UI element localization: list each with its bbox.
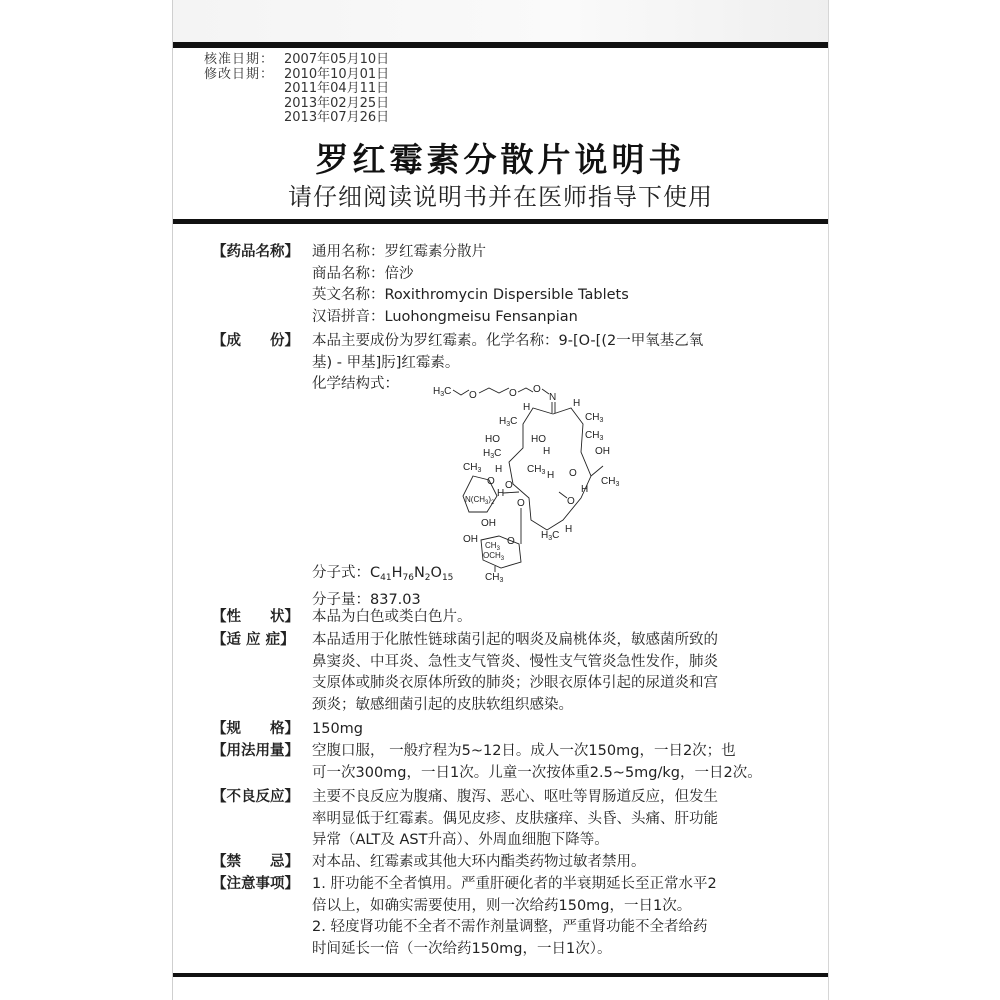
revision-date: 2013年02月25日: [284, 95, 390, 111]
svg-text:CH3: $CH_3$: [463, 462, 482, 474]
mw-label: 分子量：: [312, 591, 370, 608]
revision-date: 2010年10月01日: [284, 66, 390, 82]
precautions-text: 1. 肝功能不全者慎用。严重肝硬化者的半衰期延长至正常水平2: [312, 876, 717, 892]
description-text: 本品为白色或类白色片。: [312, 609, 472, 625]
svg-text:CH3: $CH_3$: [601, 476, 620, 488]
svg-text:H: H: [547, 470, 555, 481]
precautions-text: 2. 轻度肾功能不全者不需作剂量调整，严重肾功能不全者给药: [312, 919, 708, 935]
formula-h-count: 76: [402, 573, 414, 583]
english-name: 英文名称：Roxithromycin Dispersible Tablets: [312, 287, 629, 303]
section-description: [212, 607, 822, 629]
revision-date-label: 修改日期：: [204, 66, 275, 82]
precautions-text: 时间延长一倍（一次给药150mg，一日1次）。: [312, 940, 612, 957]
svg-text:OCH3: $OCH_3$: [483, 551, 505, 562]
formula-o-count: 15: [441, 573, 454, 583]
svg-text:H3C: $H_3C$: [433, 386, 452, 398]
composition-text: 基) - 甲基]肟]红霉素。: [312, 354, 460, 371]
adverse-text: 主要不良反应为腹痛、腹泻、恶心、呕吐等胃肠道反应，但发生: [312, 789, 718, 805]
section-label: 【药品名称】: [212, 244, 299, 260]
document-subtitle: 请仔细阅读说明书并在医师指导下使用: [288, 183, 713, 211]
formula-label: 分子式：: [312, 565, 370, 581]
formula-n-count: 2: [424, 573, 431, 583]
contraindications-text: 对本品、红霉素或其他大环内酯类药物过敏者禁用。: [312, 854, 646, 870]
mw-value: 837.03: [370, 591, 421, 608]
svg-text:H3C: $H_3C$: [499, 416, 518, 428]
section-indications: [212, 630, 822, 716]
molecular-info: [212, 563, 822, 611]
section-specification: [212, 719, 822, 741]
composition-text: 本品主要成份为罗红霉素。化学名称：9-[O-[(2一甲氧基乙氧: [312, 333, 704, 349]
generic-name: 通用名称：罗红霉素分散片: [312, 244, 486, 260]
svg-text:CH3: $CH_3$: [585, 430, 604, 442]
section-label: 【性 状】: [212, 609, 299, 625]
svg-text:HO: HO: [485, 434, 500, 445]
svg-text:O: O: [507, 536, 515, 547]
svg-text:OH: OH: [595, 446, 610, 457]
svg-text:O: O: [569, 468, 577, 479]
approval-date-label: 核准日期：: [204, 52, 275, 67]
indications-text: 颈炎；敏感细菌引起的皮肤软组织感染。: [312, 696, 573, 713]
dosage-text: 可一次300mg，一日1次。儿童一次按体重2.5~5mg/kg，一日2次。: [312, 764, 762, 781]
svg-text:O: O: [469, 390, 477, 401]
adverse-text: 率明显低于红霉素。偶见皮疹、皮肤瘙痒、头昏、头痛、肝功能: [312, 810, 718, 827]
svg-text:O: O: [567, 496, 575, 507]
indications-text: 支原体或肺炎衣原体所致的肺炎；沙眼衣原体引起的尿道炎和宫: [312, 675, 718, 691]
formula-c-count: 41: [380, 573, 392, 583]
svg-text:O: O: [505, 480, 513, 491]
revision-date: 2011年04月11日: [284, 81, 390, 96]
svg-text:H: H: [497, 488, 505, 499]
svg-text:CH3: $CH_3$: [585, 412, 604, 424]
svg-text:O: O: [533, 384, 541, 395]
svg-text:H: H: [581, 484, 589, 495]
document-sheet: [172, 0, 829, 1000]
section-label: 【用法用量】: [212, 743, 299, 759]
section-adverse-reactions: [212, 787, 822, 852]
section-drug-name: [212, 242, 822, 328]
svg-text:O: O: [509, 388, 517, 399]
bottom-rule: [173, 973, 828, 977]
svg-text:H3C: $H_3C$: [541, 530, 560, 542]
svg-text:H: H: [543, 446, 551, 457]
svg-text:H: H: [495, 464, 503, 475]
section-dosage: [212, 741, 822, 784]
header-rule: [173, 219, 828, 224]
svg-text:OH: OH: [481, 518, 496, 529]
section-label: 【适 应 症】: [212, 632, 295, 648]
molecular-formula: 分子式：$C_{41}H_{76}N_2O_{15}$: [312, 565, 454, 583]
section-precautions: [212, 874, 822, 960]
svg-text:HO: HO: [531, 434, 546, 445]
svg-text:H: H: [573, 398, 581, 409]
svg-text:N: N: [549, 392, 557, 403]
section-label: 【规 格】: [212, 721, 299, 737]
specification-text: 150mg: [312, 721, 364, 737]
pinyin-name: 汉语拼音：Luohongmeisu Fensanpian: [312, 308, 578, 325]
section-label: 【不良反应】: [212, 789, 299, 805]
svg-text:CH3: $CH_3$: [485, 541, 500, 552]
top-rule: [173, 42, 828, 48]
svg-text:O: O: [487, 476, 495, 487]
svg-text:O: O: [517, 498, 525, 509]
document-title: 罗红霉素分散片说明书: [315, 140, 686, 179]
section-label: 【成 份】: [212, 333, 299, 349]
precautions-text: 倍以上，如确实需要使用，则一次给药150mg，一日1次。: [312, 897, 692, 914]
structure-label: 化学结构式：: [312, 376, 399, 392]
revision-dates: [204, 53, 389, 126]
svg-text:H: H: [523, 402, 531, 413]
svg-text:H3C: $H_3C$: [483, 448, 502, 460]
trade-name: 商品名称：倍沙: [312, 265, 414, 282]
indications-text: 鼻窦炎、中耳炎、急性支气管炎、慢性支气管炎急性发作，肺炎: [312, 653, 718, 670]
revision-date: 2013年07月26日: [284, 110, 390, 125]
section-label: 【注意事项】: [212, 876, 299, 892]
indications-text: 本品适用于化脓性链球菌引起的咽炎及扁桃体炎，敏感菌所致的: [312, 632, 718, 648]
svg-text:CH3: $CH_3$: [527, 464, 546, 476]
svg-text:CH3: $CH_3$: [485, 572, 504, 584]
section-contraindications: [212, 852, 822, 874]
approval-date: 2007年05月10日: [284, 52, 390, 67]
svg-text:H: H: [565, 524, 573, 535]
svg-text:N(CH3)2: $N(CH_3)_2$: [465, 495, 495, 506]
adverse-text: 异常（ALT及 AST升高）、外周血细胞下降等。: [312, 832, 609, 848]
section-label: 【禁 忌】: [212, 854, 299, 870]
scan-edge: [173, 0, 828, 42]
dosage-text: 空腹口服， 一般疗程为5~12日。成人一次150mg，一日2次；也: [312, 743, 736, 759]
svg-text:OH: OH: [463, 534, 478, 545]
